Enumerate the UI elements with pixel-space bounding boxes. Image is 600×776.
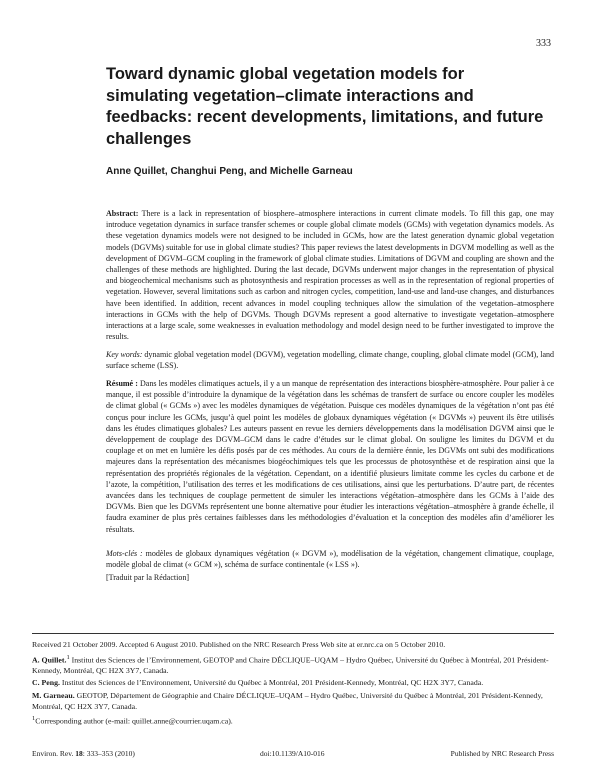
affiliation-name: M. Garneau. <box>32 690 75 700</box>
resume-label: Résumé : <box>106 379 138 388</box>
affiliation-quillet <box>32 653 554 677</box>
affiliation-peng <box>32 678 554 689</box>
footnotes <box>32 640 554 729</box>
journal-pages: : 333–353 (2010) <box>82 749 135 758</box>
footnote-divider <box>32 633 554 634</box>
affiliation-garneau <box>32 691 554 712</box>
abstract-text: There is a lack in representation of biosphere–atmosphere interactions in current climate models. To fill this gap, one may introduce vegetation dynamics in surface transfer schemes or couple global climate models (GCMs) with vegetation dynamics models. As these vegetation dynamics models were not designed to be included in GCMs, how are the latest generation dynamic global vegetation models (DGVMs) suitable for use in global climate studies? This paper reviews the latest developments in DGVM modelling as well as the development of DGVM–GCM coupling in the framework of global climate studies. Limitations of DGVM and coupling are shown and the challenges of these methods are highlighted. During the last decade, DGVMs underwent major changes in the representation of physical and biogeochemical mechanisms such as photosynthesis and respiration processes as well as in the representation of regional properties of vegetation. However, several limitations such as carbon and nitrogen cycles, competition, land-use and land-use changes, and disturbances have been identified. In addition, recent advances in model coupling techniques allow the simulation of the vegetation–atmosphere interactions in GCMs with the help of DGVMs. Though DGVMs represent a good alternative to investigate vegetation–atmosphere interactions at a large scale, some weaknesses in evaluation methodology and model design need to be further investigated to improve the results. <box>106 209 555 342</box>
mots-cles-label: Mots-clés : <box>106 549 143 558</box>
affiliation-name: A. Quillet. <box>32 655 67 665</box>
resume-text: Dans les modèles climatiques actuels, il y a un manque de représentation des interactions biosphère-atmosphère. Pour palier à ce manque, il est possible d’introduire la dynamique de la végétation dans les schémas de transfert de surface ou encore coupler les modèles de climat global (« GCMs ») avec les modèles dynamiques de végétation. Puisque ces modèles dynamiques de la végétation n’ont pas été conçus pour inclure les GCMs, jusqu’à quel point les modèles de globaux dynamiques végétation (« DGVMs ») peuvent ils être utilisés dans les études climatiques globales? Les auteurs passent en revue les derniers développements dans la modélisation DGVM ainsi que le développement de couplage des DGVM–GCM dans le cadre d’études sur le climat global. On souligne les limites du DGVM et du couplage et on met en lumière les défis posés par de ces méthodes. Au cours de la dernière énnie, les DGVMs ont subi des modifications majeures dans la représentation des mécanismes biogéochimiques tels que les processus de photosynthèse et de respiration ainsi que la représentation des propriétés régionales de la végétation. Cependant, on a identifié plusieurs limitate comme les cycles du carbone et de l’azote, la compétition, l’utilisation des terres et les modifications de ces utilisations, ainsi que les perturbations. D’autre part, de récentes avancées dans les techniques de couplage permettent de simuler les interactions végétation–atmosphère dans les GCMs à l’aide des DGVMs. Bien que les DGVMs représentent une bonne alternative pour étudier les interactions végétation–atmosphère à grande échelle, il faudra examiner de plus près certaines faiblesses dans les méthodologies d’évaluation et la conception des modèles afin d’améliorer les résultats. <box>106 379 554 534</box>
journal-name: Environ. Rev. <box>32 749 74 758</box>
affiliation-text: Institut des Sciences de l’Environnement, GEOTOP and Chaire DÉCLIQUE–UQAM – Hydro Québec, Université du Québec à Montréal, 201 Président-Kennedy, Montréal, QC H2X 3Y7, Canada. <box>32 655 549 675</box>
abstract <box>106 208 554 342</box>
corresponding-text: Corresponding author (e-mail: quillet.anne@courrier.uqam.ca). <box>35 716 233 726</box>
mots-cles-text: modèles de globaux dynamiques végétation (« DGVM »), modélisation de la végétation, changement climatique, couplage, modèle global de climat (« GCM »), schéma de surface continentale (« LSS »). <box>106 549 555 570</box>
footnote-mark: 1 <box>32 715 36 723</box>
publisher: Published by NRC Research Press <box>450 749 554 758</box>
keywords <box>106 349 554 371</box>
journal-volume: 18 <box>75 749 83 758</box>
mots-cles <box>106 548 554 570</box>
footnote-mark: 1 <box>66 653 70 661</box>
keywords-label: Key words: <box>106 350 143 359</box>
page-number: 333 <box>536 38 551 49</box>
resume <box>106 378 554 535</box>
translation-note: [Traduit par la Rédaction] <box>106 573 190 582</box>
received-note: Received 21 October 2009. Accepted 6 August 2010. Published on the NRC Research Press Web site at er.nrc.ca on 5 October 2010. <box>32 640 446 649</box>
affiliation-text: GEOTOP, Département de Géographie and Chaire DÉCLIQUE–UQAM – Hydro Québec, Université du Québec à Montréal, 201 Président-Kennedy, Montréal, QC H2X 3Y7, Canada. <box>32 690 543 711</box>
corresponding-author <box>32 714 554 727</box>
article-title: Toward dynamic global vegetation models for simulating vegetation–climate interactions and feedbacks: recent developments, limitations, and future challenges <box>106 65 544 148</box>
doi: doi:10.1139/A10-016 <box>260 749 325 758</box>
keywords-text: dynamic global vegetation model (DGVM), vegetation modelling, climate change, coupling, global climate model (GCM), land surface scheme (LSS). <box>106 350 555 371</box>
affiliation-text: Institut des Sciences de l’Environnement, Université du Québec à Montréal, 201 Président-Kennedy, Montréal, QC H2X 3Y7, Canada. <box>61 678 484 688</box>
author-list: Anne Quillet, Changhui Peng, and Michelle Garneau <box>106 166 353 177</box>
abstract-label: Abstract: <box>106 209 139 218</box>
journal-citation <box>32 749 135 758</box>
affiliation-name: C. Peng. <box>32 678 60 688</box>
